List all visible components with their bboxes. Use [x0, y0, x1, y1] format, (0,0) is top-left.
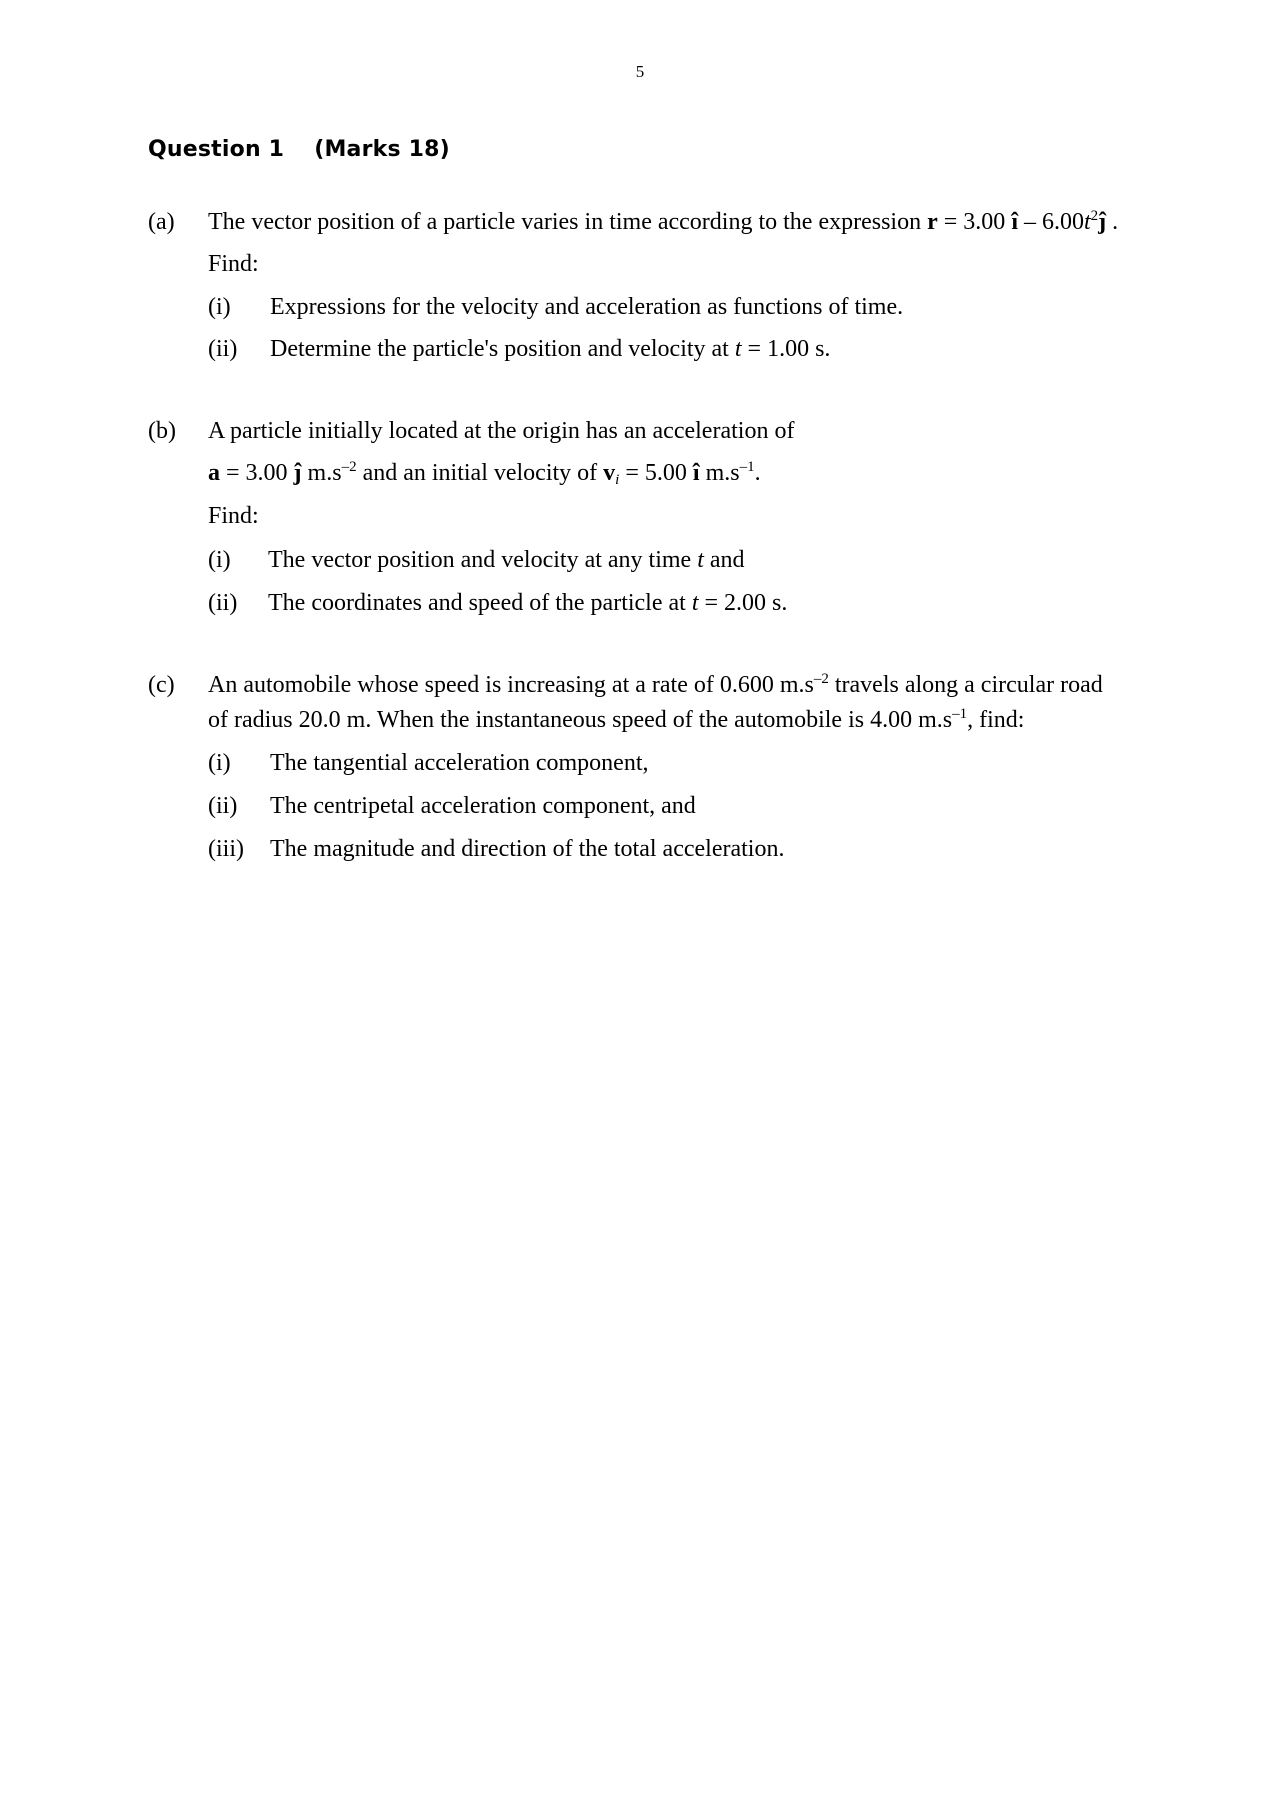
part-c-item-number: (iii) [208, 836, 244, 862]
part-a-find: Find: [208, 251, 259, 277]
part-b-item-text: The coordinates and speed of the particle at t = 2.00 s. [268, 590, 788, 616]
part-c-item-text: The centripetal acceleration component, and [270, 793, 696, 819]
part-c-statement: An automobile whose speed is increasing at a rate of 0.600 $m.s^{-2}$ travels along a circular road [208, 671, 1103, 698]
part-a-statement: The vector position of a particle varies in time according to the expression r = 3.00 î – $6.00t^2ĵ$ . [208, 208, 1119, 235]
page-number: 5 [635, 62, 645, 81]
question-marks: (Marks 18) [314, 137, 450, 162]
part-b-item-text: The vector position and velocity at any time t and [268, 547, 745, 573]
part-c-item-number: (i) [208, 750, 231, 776]
part-a-item-text: Determine the particle's position and velocity at t = 1.00 s. [270, 336, 831, 362]
part-a-item-number: (ii) [208, 336, 238, 362]
part-c-label: (c) [148, 672, 175, 698]
part-b-item-number: (ii) [208, 590, 238, 616]
question-title: Question 1 [148, 137, 285, 162]
part-a-item-text: Expressions for the velocity and acceleration as functions of time. [270, 294, 904, 320]
part-b-find: Find: [208, 503, 259, 529]
part-b-statement-2: a = 3.00 ĵ $m.s^{-2}$ and an initial velocity of $v_i = 5.00$ î $m.s^{-1}$. [208, 459, 761, 488]
part-c-item-number: (ii) [208, 793, 238, 819]
part-c-statement-2: of radius 20.0 m. When the instantaneous speed of the automobile is 4.00 $m.s^{-1}$, find: [208, 706, 1025, 733]
part-b-statement: A particle initially located at the origin has an acceleration of [208, 418, 795, 444]
question-heading [148, 137, 450, 162]
part-a-label: (a) [148, 209, 175, 235]
part-c-item-text: The magnitude and direction of the total acceleration. [270, 836, 785, 862]
part-a-item-number: (i) [208, 294, 231, 320]
part-c-item-text: The tangential acceleration component, [270, 750, 649, 776]
part-b-item-number: (i) [208, 547, 231, 573]
part-b-label: (b) [148, 418, 176, 444]
